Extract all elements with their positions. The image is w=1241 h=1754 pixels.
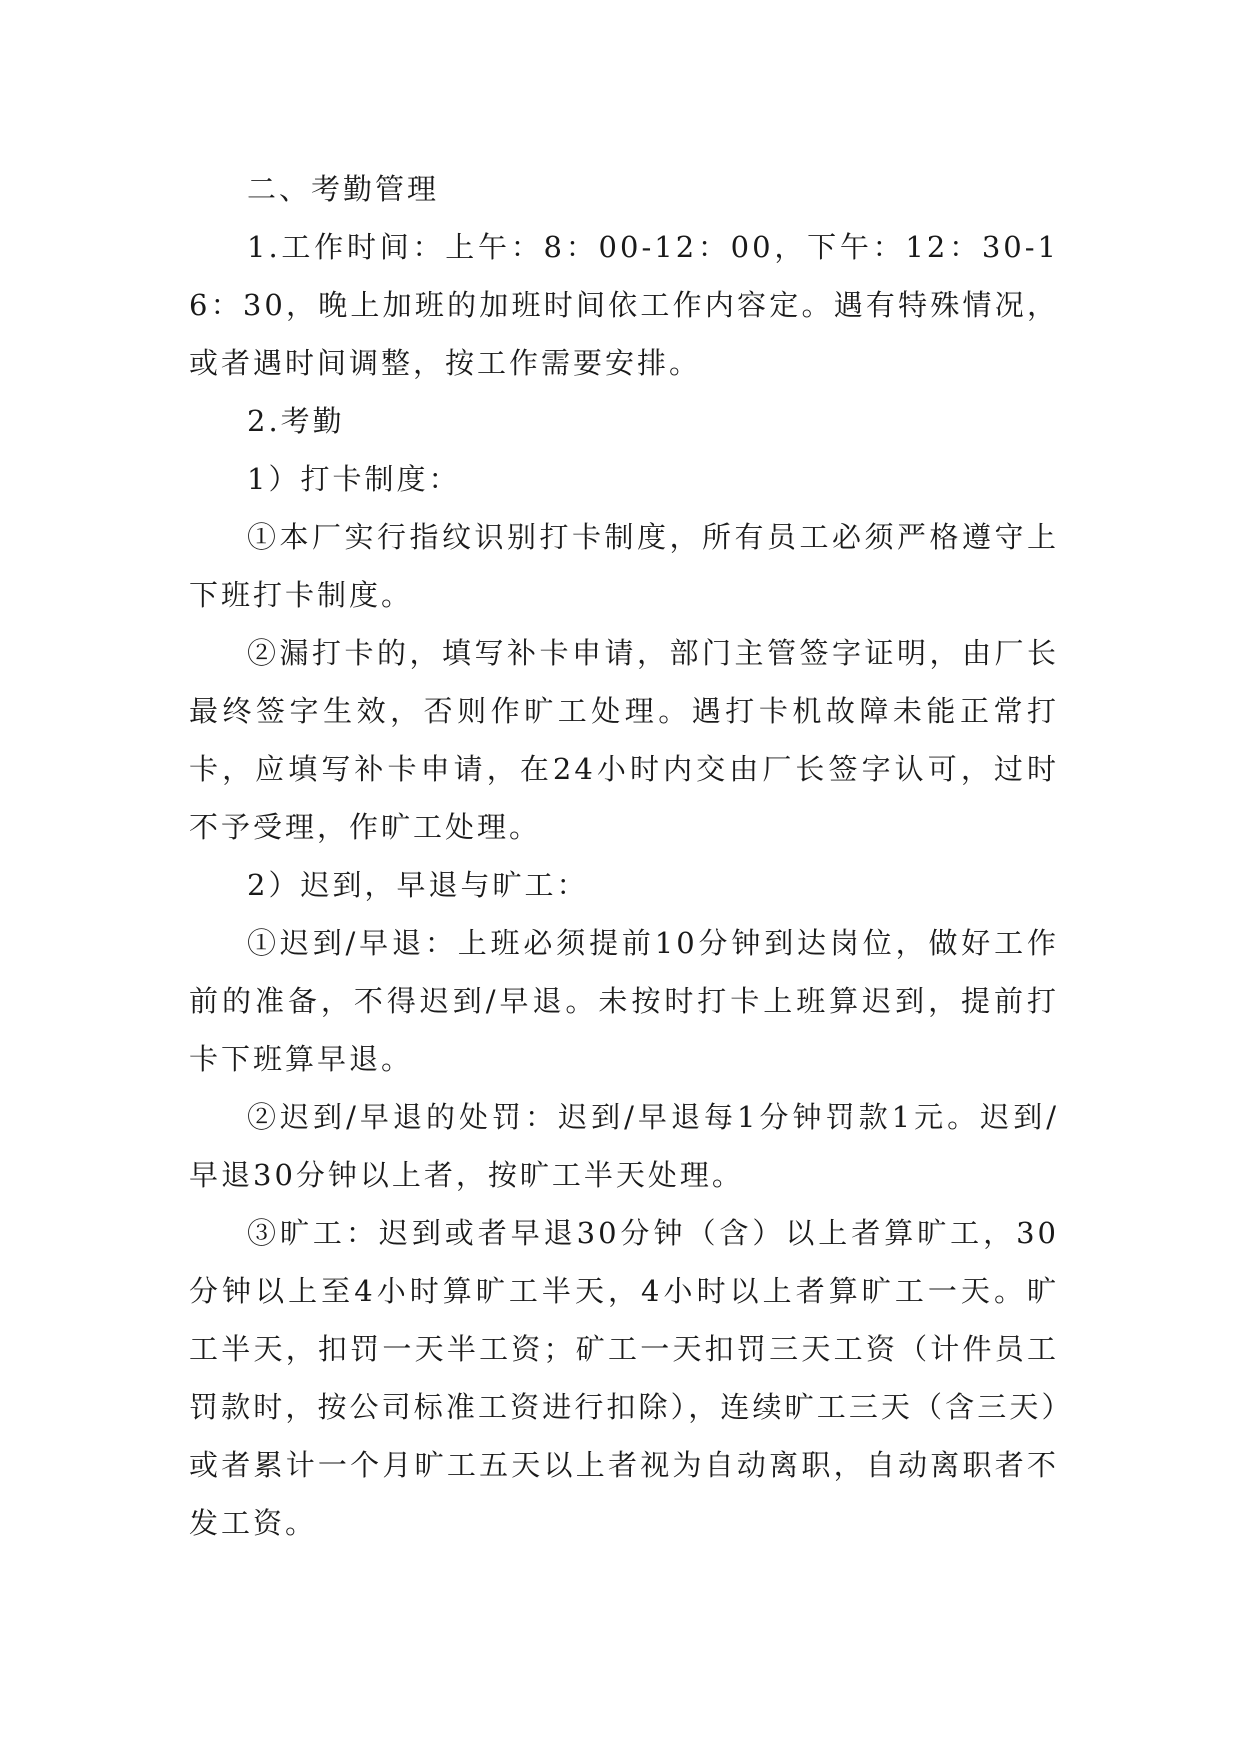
subsection-heading-attendance: 2.考勤 [247, 404, 345, 438]
paragraph-missed-clock: ②漏打卡的，填写补卡申请，部门主管签字证明，由厂长最终签字生效，否则作旷工处理。遇打卡机故障未能正常打卡，应填写补卡申请，在24小时内交由厂长签字认可，过时不予受理，作旷工处理。 [189, 636, 1059, 844]
paragraph-work-hours: 1.工作时间：上午：8：00-12：00，下午：12：30-16：30，晚上加班的加班时间依工作内容定。遇有特殊情况，或者遇时间调整，按工作需要安排。 [189, 230, 1059, 380]
paragraph-absence: ③旷工：迟到或者早退30分钟（含）以上者算旷工，30分钟以上至4小时算旷工半天，4小时以上者算旷工一天。旷工半天，扣罚一天半工资；矿工一天扣罚三天工资（计件员工罚款时，按公司标准工资进行扣除），连续旷工三天（含三天）或者累计一个月旷工五天以上者视为自动离职，自动离职者不发工资。 [189, 1216, 1059, 1540]
document-body [189, 160, 1059, 1552]
section-heading: 二、考勤管理 [247, 172, 440, 206]
item-heading-late-absence: 2）迟到，早退与旷工： [247, 868, 589, 902]
item-heading-clock-in: 1）打卡制度： [247, 462, 461, 496]
paragraph-late-early: ①迟到/早退：上班必须提前10分钟到达岗位，做好工作前的准备，不得迟到/早退。未按时打卡上班算迟到，提前打卡下班算早退。 [189, 926, 1059, 1076]
paragraph-penalty: ②迟到/早退的处罚：迟到/早退每1分钟罚款1元。迟到/早退30分钟以上者，按旷工半天处理。 [189, 1100, 1059, 1192]
paragraph-fingerprint-clock: ①本厂实行指纹识别打卡制度，所有员工必须严格遵守上下班打卡制度。 [189, 520, 1059, 612]
